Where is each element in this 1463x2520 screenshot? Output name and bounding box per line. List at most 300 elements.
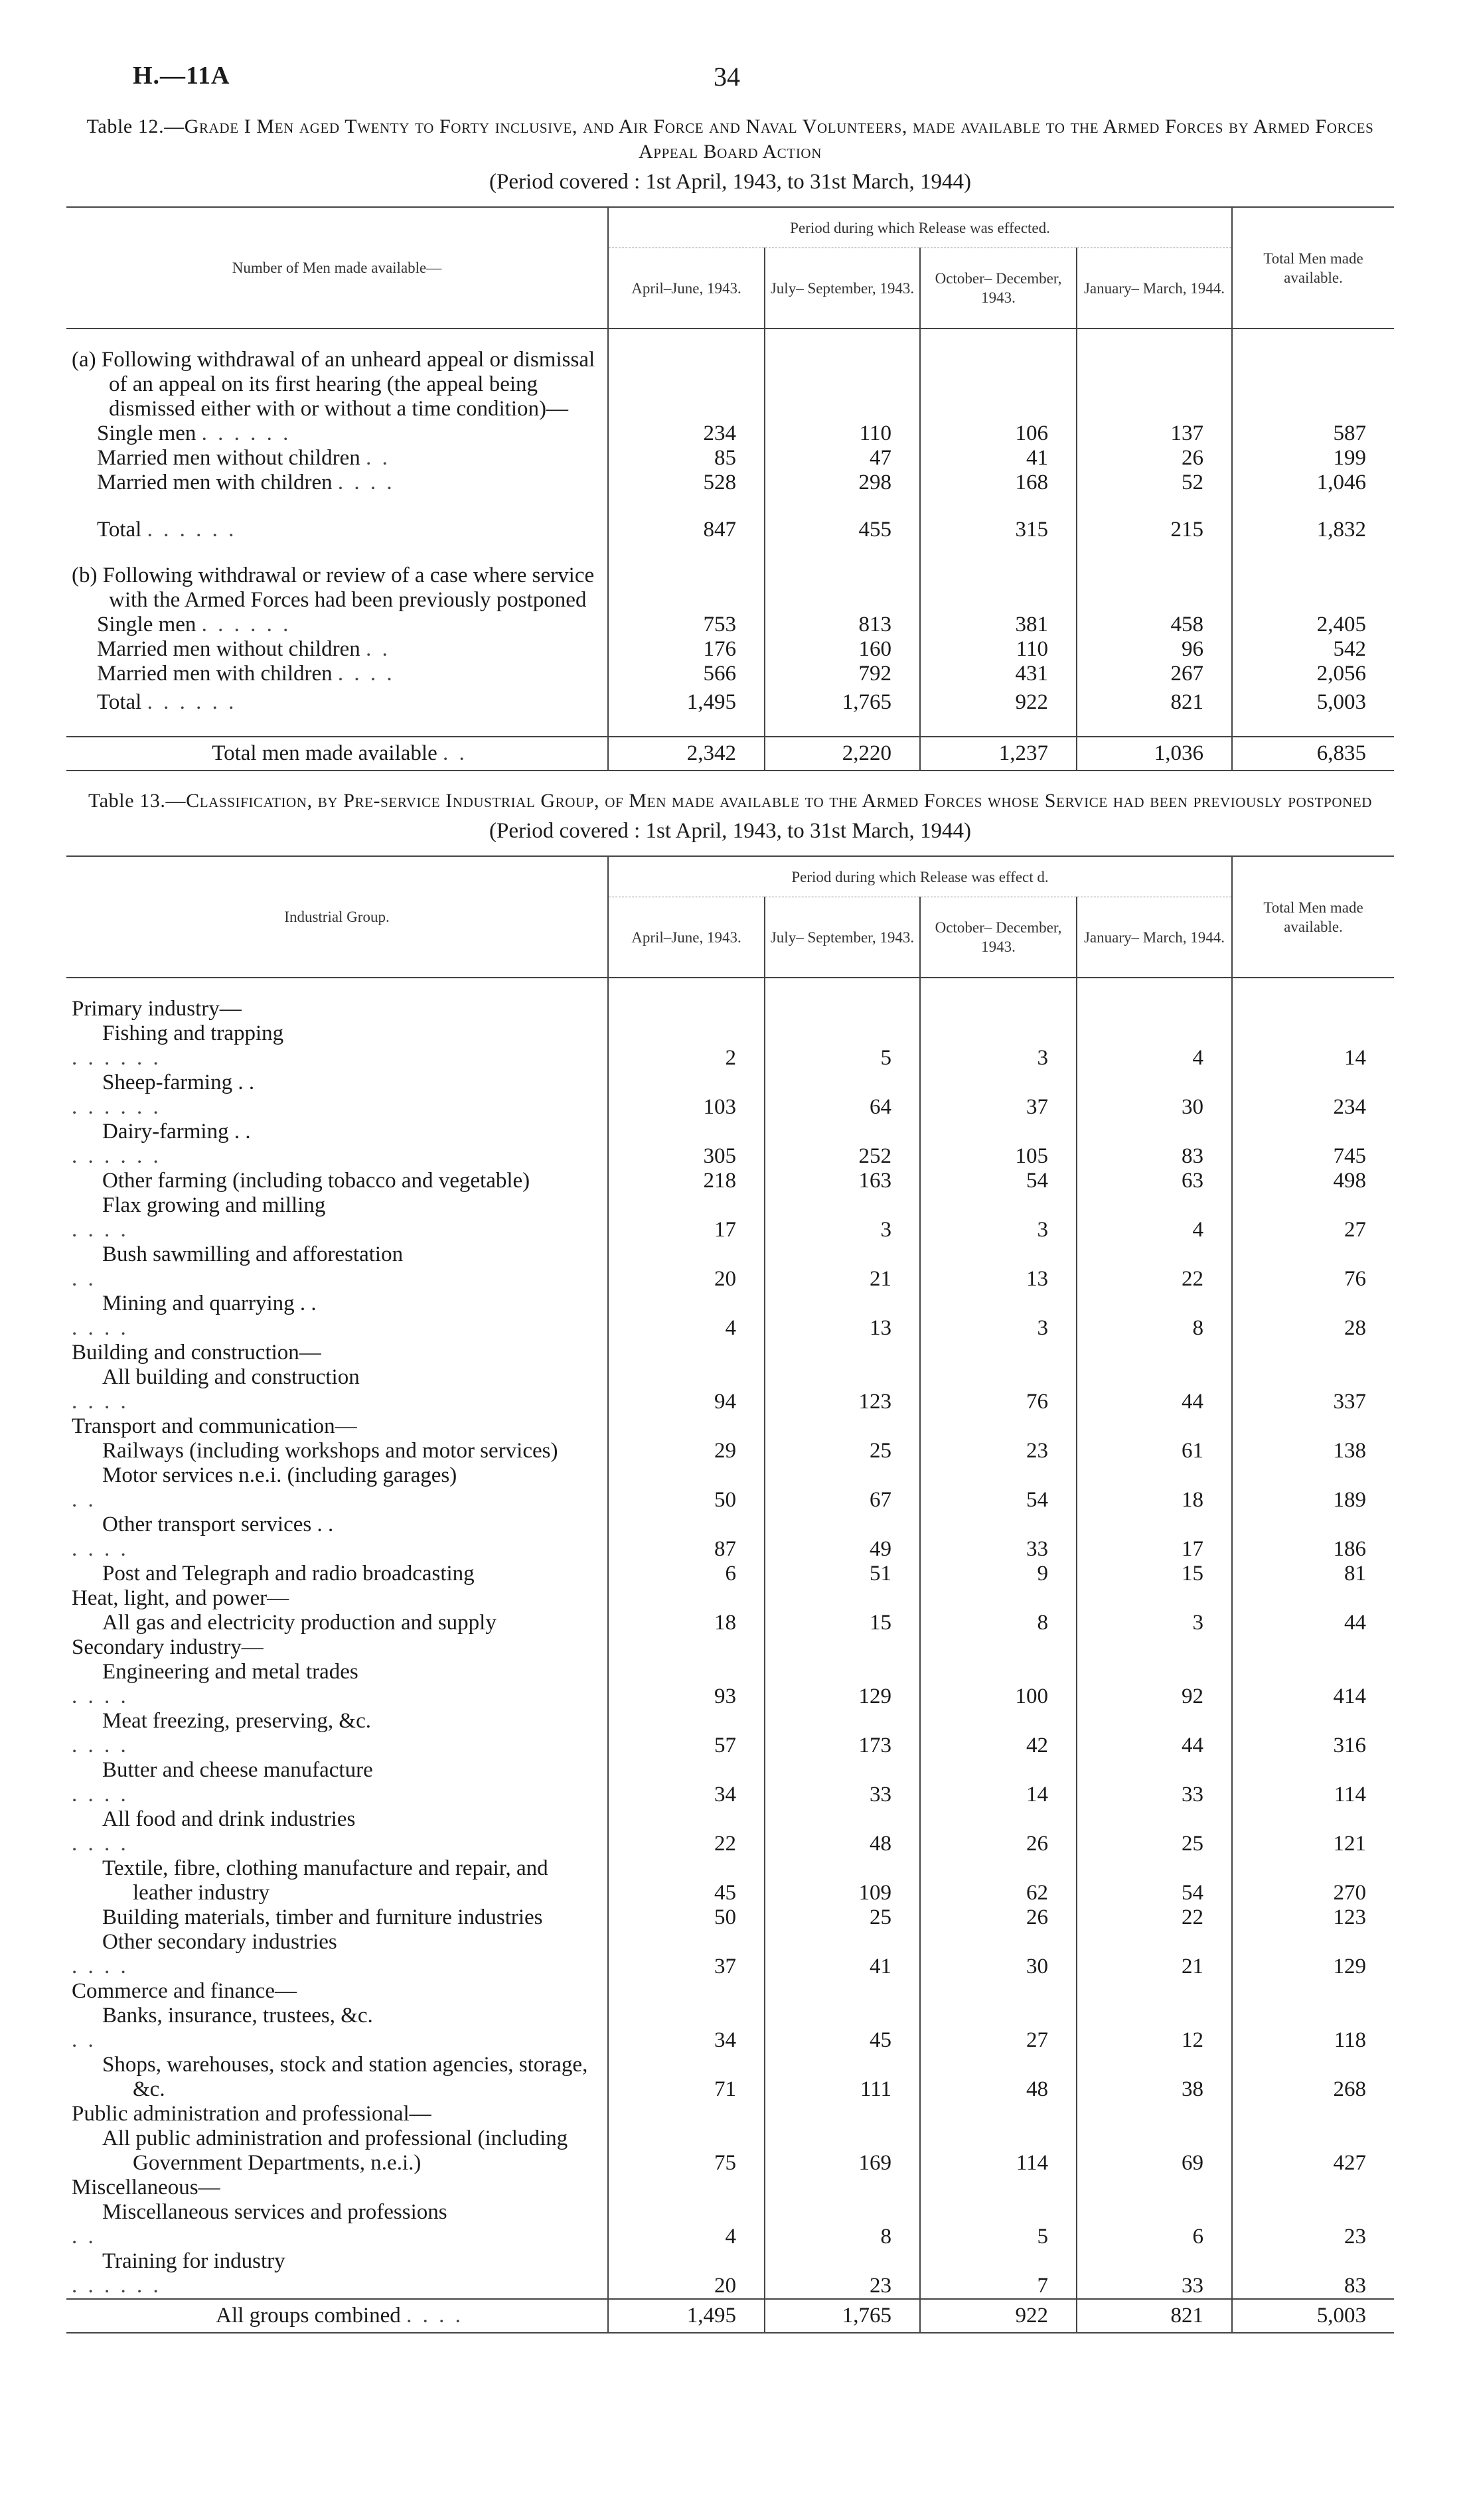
value-cell: 189 [1232,1463,1394,1513]
table13-row [66,2126,1394,2176]
value-cell: 528 [608,471,765,495]
table13-row-label [66,2126,608,2176]
table13-row-text: Other secondary industries [102,1930,337,1954]
empty-cell [1077,997,1232,1021]
empty-cell [608,563,765,613]
table13-row-label [66,1021,608,1071]
group-heading-text: Secondary industry— [72,1635,264,1659]
empty-cell [920,1979,1077,2004]
value-cell: 2,220 [765,737,920,771]
group-heading-text: Transport and communication— [72,1414,357,1438]
value-cell: 8 [1077,1292,1232,1341]
table13-row-text: All food and drink industries [102,1807,356,1831]
value-cell: 587 [1232,421,1394,446]
table13-row-label [66,1709,608,1758]
value-cell: 76 [1232,1242,1394,1292]
value-cell: 1,036 [1077,737,1232,771]
value-cell: 305 [608,1120,765,1169]
empty-cell [1232,1414,1394,1439]
table12-row-text: Single men [97,421,196,445]
value-cell: 33 [765,1758,920,1807]
table13-row [66,1660,1394,1709]
table12-total-a-text: Total [97,518,142,542]
spacer-cell [66,495,608,514]
value-cell: 173 [765,1709,920,1758]
value-cell: 337 [1232,1365,1394,1414]
value-cell: 103 [608,1071,765,1120]
value-cell: 45 [608,1856,765,1905]
value-cell: 33 [1077,1758,1232,1807]
value-cell: 25 [1077,1807,1232,1856]
empty-cell [1077,348,1232,421]
table13-col-jan-mar: January– March, 1944. [1077,897,1232,978]
table13-row-text: Post and Telegraph and radio broadcasting [102,1562,475,1586]
value-cell: 123 [765,1365,920,1414]
table12-row-label [66,446,608,471]
group-heading [66,997,1394,1021]
value-cell: 21 [765,1242,920,1292]
section-b-heading [66,563,1394,613]
value-cell: 8 [920,1611,1077,1635]
value-cell: 847 [608,514,765,545]
value-cell: 14 [920,1758,1077,1807]
table13-row-text: Other transport services . . [102,1513,334,1536]
table13-grand-total-text: All groups combined [216,2304,401,2328]
table13-row-text: Meat freezing, preserving, &c. [102,1709,371,1733]
value-cell: 3 [765,1193,920,1242]
value-cell: 23 [765,2249,920,2299]
empty-cell [920,2176,1077,2200]
value-cell: 23 [920,1439,1077,1463]
value-cell: 54 [1077,1856,1232,1905]
table12-col-jul-sep: July– September, 1943. [765,248,920,329]
dot-leader: . . . . [72,1955,129,1978]
value-cell: 123 [1232,1905,1394,1930]
table13-row [66,1193,1394,1242]
value-cell: 1,495 [608,686,765,717]
value-cell: 54 [920,1169,1077,1193]
table13-row-text: Shops, warehouses, stock and station agencies, storage, &c. [102,2053,588,2101]
value-cell: 54 [920,1463,1077,1513]
table13-row [66,2004,1394,2053]
table13-row-text: Motor services n.e.i. (including garages) [102,1463,457,1487]
value-cell: 3 [1077,1611,1232,1635]
table12-row-text: Married men with children [97,471,333,494]
table12-title: Table 12.—Grade I Men aged Twenty to Forty inclusive, and Air Force and Naval Volunteers, made available to the Armed Forces by Armed Forces Appeal Board Action [86,115,1374,163]
empty-cell [608,2176,765,2200]
spacer-cell [1077,545,1232,563]
table13-group-header: Period during which Release was effect d. [608,856,1232,897]
value-cell: 18 [608,1611,765,1635]
table13-row-label [66,1071,608,1120]
value-cell: 51 [765,1562,920,1586]
value-cell: 218 [608,1169,765,1193]
table12-period: (Period covered : 1st April, 1943, to 31st March, 1944) [489,170,971,194]
section-a-heading-text: (a) Following withdrawal of an unheard appeal or dismissal of an appeal on its first hearing (the appeal being dismissed either with or without a time condition)— [72,348,595,421]
table12-total-b-label [66,686,608,717]
spacer-cell [765,717,920,737]
dot-leader: . . [366,637,390,661]
value-cell: 2,342 [608,737,765,771]
table12-row-label [66,421,608,446]
value-cell: 110 [920,637,1077,662]
group-heading-text: Primary industry— [72,997,242,1021]
table12-col-oct-dec: October– December, 1943. [920,248,1077,329]
table13-row-label [66,1439,608,1463]
table13-row-label [66,1120,608,1169]
table12-row [66,637,1394,662]
table13-row [66,1562,1394,1586]
value-cell: 114 [920,2126,1077,2176]
section-a-heading [66,348,1394,421]
value-cell: 118 [1232,2004,1394,2053]
value-cell: 3 [920,1021,1077,1071]
spacer-cell [1077,978,1232,997]
value-cell: 4 [608,2200,765,2249]
group-heading-label [66,1586,608,1611]
table12-body [66,329,1394,771]
table12-row-text: Married men without children [97,637,360,661]
value-cell: 169 [765,2126,920,2176]
value-cell: 48 [920,2053,1077,2102]
table13-grand-total [66,2299,1394,2333]
table13-row [66,1169,1394,1193]
value-cell: 2,056 [1232,662,1394,686]
group-heading [66,1635,1394,1660]
empty-cell [765,1979,920,2004]
value-cell: 5 [920,2200,1077,2249]
value-cell: 1,046 [1232,471,1394,495]
spacer-cell [608,545,765,563]
empty-cell [1232,563,1394,613]
spacer-row [66,545,1394,563]
spacer-cell [66,545,608,563]
spacer-cell [920,495,1077,514]
table13-title: Table 13.—Classification, by Pre-service Industrial Group, of Men made available to the Armed Forces whose Service had been previously postponed [88,790,1373,812]
value-cell: 14 [1232,1021,1394,1071]
spacer-cell [608,329,765,348]
value-cell: 114 [1232,1758,1394,1807]
empty-cell [1077,1979,1232,2004]
table13-row-text: Textile, fibre, clothing manufacture and repair, and leather industry [102,1856,548,1905]
value-cell: 15 [765,1611,920,1635]
empty-cell [1232,1586,1394,1611]
value-cell: 37 [920,1071,1077,1120]
value-cell: 20 [608,2249,765,2299]
value-cell: 138 [1232,1439,1394,1463]
table13-row-text: Fishing and trapping [102,1021,284,1045]
value-cell: 1,237 [920,737,1077,771]
table13-row-label [66,1562,608,1586]
table12 [66,206,1394,771]
value-cell: 17 [608,1193,765,1242]
value-cell: 69 [1077,2126,1232,2176]
value-cell: 111 [765,2053,920,2102]
value-cell: 17 [1077,1513,1232,1562]
value-cell: 745 [1232,1120,1394,1169]
value-cell: 458 [1077,613,1232,637]
table13-row-label [66,2053,608,2102]
value-cell: 270 [1232,1856,1394,1905]
empty-cell [765,1635,920,1660]
value-cell: 48 [765,1807,920,1856]
table12-row-text: Married men with children [97,662,333,686]
table13-row-text: All building and construction [102,1365,360,1389]
empty-cell [920,2102,1077,2126]
value-cell: 50 [608,1905,765,1930]
table12-grand-total [66,737,1394,771]
value-cell: 92 [1077,1660,1232,1709]
dot-leader: . . . . [72,1783,129,1807]
table12-row-text: Married men without children [97,446,360,470]
empty-cell [1232,2102,1394,2126]
value-cell: 129 [765,1660,920,1709]
value-cell: 1,832 [1232,514,1394,545]
dot-leader: . . . . [72,1316,129,1340]
empty-cell [1077,563,1232,613]
table13-row [66,2249,1394,2299]
table13-total-header: Total Men made available. [1232,856,1394,978]
value-cell: 792 [765,662,920,686]
dot-leader: . . [72,1488,96,1512]
table13-row-text: Building materials, timber and furniture industries [102,1905,543,1929]
table13-row [66,1439,1394,1463]
value-cell: 6 [608,1562,765,1586]
table12-group-header: Period during which Release was effected. [608,207,1232,248]
value-cell: 821 [1077,2299,1232,2333]
table13-col-apr-jun: April–June, 1943. [608,897,765,978]
table12-col-apr-jun: April–June, 1943. [608,248,765,329]
empty-cell [608,348,765,421]
table13-row-label [66,1292,608,1341]
value-cell: 316 [1232,1709,1394,1758]
value-cell: 93 [608,1660,765,1709]
value-cell: 81 [1232,1562,1394,1586]
value-cell: 22 [1077,1905,1232,1930]
empty-cell [920,997,1077,1021]
value-cell: 20 [608,1242,765,1292]
value-cell: 753 [608,613,765,637]
running-header [66,61,1394,101]
dot-leader: . . . . . . [147,518,237,542]
table13-grand-total-label [66,2299,608,2333]
value-cell: 215 [1077,514,1232,545]
table12-row-label [66,613,608,637]
table13-row-text: Mining and quarrying . . [102,1292,317,1315]
value-cell: 3 [920,1193,1077,1242]
value-cell: 18 [1077,1463,1232,1513]
table13-row-label [66,1242,608,1292]
value-cell: 922 [920,2299,1077,2333]
value-cell: 105 [920,1120,1077,1169]
table12-total-b-text: Total [97,690,142,714]
value-cell: 30 [920,1930,1077,1979]
value-cell: 234 [1232,1071,1394,1120]
table12-stub-header: Number of Men made available— [66,207,608,329]
value-cell: 25 [765,1439,920,1463]
value-cell: 49 [765,1513,920,1562]
table13-row-text: Butter and cheese manufacture [102,1758,373,1782]
table12-row [66,446,1394,471]
spacer-cell [920,717,1077,737]
empty-cell [1077,2102,1232,2126]
empty-cell [1232,348,1394,421]
value-cell: 431 [920,662,1077,686]
table13-row [66,2200,1394,2249]
table13-row-text: Flax growing and milling [102,1193,326,1217]
empty-cell [1077,1635,1232,1660]
dot-leader: . . . . . . [201,421,291,445]
table12-total-a-label [66,514,608,545]
value-cell: 30 [1077,1071,1232,1120]
document-page [66,61,1394,2334]
value-cell: 110 [765,421,920,446]
value-cell: 821 [1077,686,1232,717]
value-cell: 1,765 [765,2299,920,2333]
dot-leader: . . . . [72,1390,129,1414]
table12-grand-total-text: Total men made available [212,741,437,765]
empty-cell [608,1635,765,1660]
value-cell: 1,495 [608,2299,765,2333]
empty-cell [1232,997,1394,1021]
table13-row-label [66,1930,608,1979]
dot-leader: . . . . [72,1684,129,1708]
value-cell: 50 [608,1463,765,1513]
table13-row [66,1463,1394,1513]
group-heading-label [66,1414,608,1439]
value-cell: 45 [765,2004,920,2053]
table13-row-text: Other farming (including tobacco and vegetable) [102,1169,530,1193]
group-heading [66,1414,1394,1439]
value-cell: 85 [608,446,765,471]
spacer-cell [765,495,920,514]
dot-leader: . . . . [406,2304,463,2328]
value-cell: 137 [1077,421,1232,446]
table12-row [66,613,1394,637]
value-cell: 23 [1232,2200,1394,2249]
table13-row-label [66,1758,608,1807]
table13-row-label [66,1169,608,1193]
spacer-cell [66,329,608,348]
value-cell: 41 [765,1930,920,1979]
dot-leader: . . . . . . [72,1095,161,1119]
spacer-cell [920,329,1077,348]
spacer-cell [1232,329,1394,348]
empty-cell [765,563,920,613]
group-heading-label [66,997,608,1021]
table13-row [66,1242,1394,1292]
value-cell: 3 [920,1292,1077,1341]
empty-cell [765,997,920,1021]
value-cell: 76 [920,1365,1077,1414]
value-cell: 234 [608,421,765,446]
spacer-cell [765,329,920,348]
empty-cell [608,1414,765,1439]
value-cell: 12 [1077,2004,1232,2053]
empty-cell [920,1586,1077,1611]
value-cell: 61 [1077,1439,1232,1463]
value-cell: 13 [920,1242,1077,1292]
section-b-heading-text: (b) Following withdrawal or review of a case where service with the Armed Forces had been previously postponed [72,563,595,612]
table13-row [66,1807,1394,1856]
value-cell: 29 [608,1439,765,1463]
value-cell: 41 [920,446,1077,471]
table12-row [66,471,1394,495]
value-cell: 414 [1232,1660,1394,1709]
table13-row [66,1365,1394,1414]
spacer-cell [608,495,765,514]
value-cell: 22 [1077,1242,1232,1292]
value-cell: 427 [1232,2126,1394,2176]
dot-leader: . . . . . . [201,613,291,636]
group-heading [66,1341,1394,1365]
value-cell: 268 [1232,2053,1394,2102]
value-cell: 21 [1077,1930,1232,1979]
value-cell: 4 [1077,1193,1232,1242]
spacer-cell [608,717,765,737]
table13-row-label [66,1463,608,1513]
empty-cell [1232,1635,1394,1660]
table12-total-a [66,514,1394,545]
table13-row [66,1611,1394,1635]
dot-leader: . . . . [337,471,395,494]
empty-cell [765,1414,920,1439]
group-heading-text: Building and construction— [72,1341,321,1365]
table13-row-text: Bush sawmilling and afforestation [102,1242,404,1266]
value-cell: 6 [1077,2200,1232,2249]
value-cell: 27 [920,2004,1077,2053]
value-cell: 315 [920,514,1077,545]
value-cell: 64 [765,1071,920,1120]
table13-row-text: All public administration and professional (including Government Departments, n.e.i.) [102,2126,568,2175]
spacer-row [66,495,1394,514]
value-cell: 44 [1077,1709,1232,1758]
table13-row-text: Engineering and metal trades [102,1660,358,1684]
value-cell: 160 [765,637,920,662]
table12-row [66,421,1394,446]
group-heading [66,2102,1394,2126]
value-cell: 27 [1232,1193,1394,1242]
empty-cell [1232,2176,1394,2200]
empty-cell [1232,1341,1394,1365]
value-cell: 922 [920,686,1077,717]
table13-row-label [66,1856,608,1905]
table13-row [66,1021,1394,1071]
table13-row-text: Miscellaneous services and professions [102,2200,447,2224]
empty-cell [1077,1341,1232,1365]
value-cell: 28 [1232,1292,1394,1341]
group-heading-text: Public administration and professional— [72,2102,431,2126]
value-cell: 498 [1232,1169,1394,1193]
dot-leader: . . [72,1267,96,1291]
value-cell: 2 [608,1021,765,1071]
table13-row [66,1930,1394,1979]
value-cell: 67 [765,1463,920,1513]
value-cell: 176 [608,637,765,662]
table13-row-label [66,1611,608,1635]
empty-cell [765,1586,920,1611]
dot-leader: . . [366,446,390,470]
group-heading [66,1586,1394,1611]
section-a-heading-label [66,348,608,421]
value-cell: 2,405 [1232,613,1394,637]
empty-cell [608,997,765,1021]
empty-cell [608,2102,765,2126]
group-heading [66,2176,1394,2200]
table13-period: (Period covered : 1st April, 1943, to 31st March, 1944) [489,819,971,843]
spacer-cell [1232,545,1394,563]
empty-cell [1232,1979,1394,2004]
